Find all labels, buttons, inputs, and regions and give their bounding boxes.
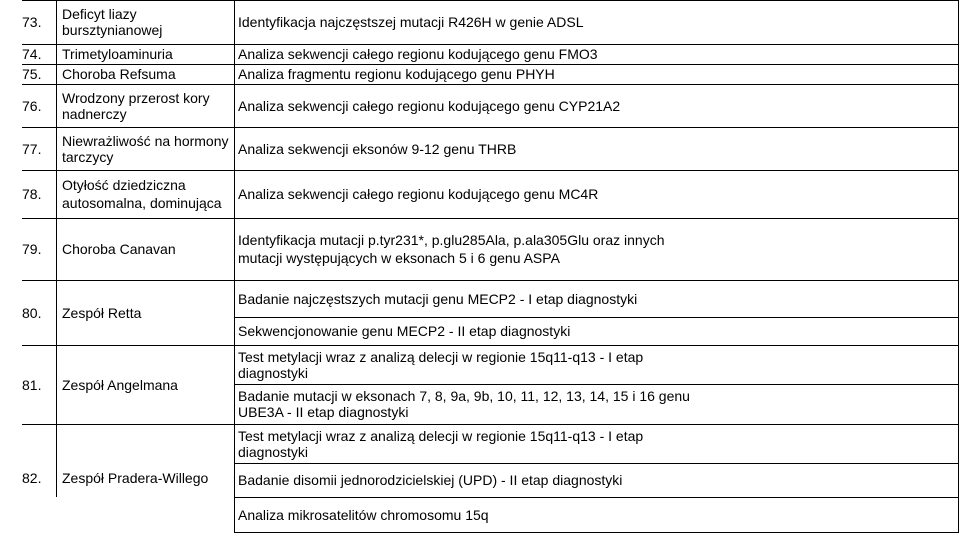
test-description: Badanie najczęstszych mutacji genu MECP2 - I etap diagnostyki <box>238 290 638 307</box>
disease-name: Choroba Refsuma <box>62 66 176 82</box>
disease-name: Deficyt liazy bursztynianowej <box>62 6 163 38</box>
column-border <box>234 0 235 533</box>
disease-name: Trimetyloaminuria <box>62 46 173 62</box>
test-description: Test metylacji wraz z analizą delecji w regionie 15q11-q13 - I etap diagnostyki <box>238 427 644 460</box>
test-description: Analiza sekwencji całego regionu kodującego genu MC4R <box>238 186 599 202</box>
row-number: 78. <box>22 186 42 202</box>
disease-name: Zespół Retta <box>62 304 142 321</box>
test-description: Analiza sekwencji eksonów 9-12 genu THRB <box>238 140 517 157</box>
test-description: Identyfikacja mutacji p.tyr231*, p.glu285Ala, p.ala305Glu oraz innych mutacji występujących w eksonach 5 i 6 genu ASPA <box>238 232 665 266</box>
test-description: Identyfikacja najczęstszej mutacji R426H w genie ADSL <box>238 14 584 30</box>
test-description: Analiza sekwencji całego regionu kodującego genu CYP21A2 <box>238 97 621 114</box>
disease-name: Wrodzony przerost kory nadnerczy <box>62 89 210 122</box>
row-number: 77. <box>22 140 42 157</box>
disease-name: Choroba Canavan <box>62 241 176 257</box>
test-description: Test metylacji wraz z analizą delecji w regionie 15q11-q13 - I etap diagnostyki <box>238 348 644 381</box>
test-description: Analiza mikrosatelitów chromosomu 15q <box>238 506 489 523</box>
row-number: 81. <box>22 376 42 393</box>
disease-name: Zespół Pradera-Willego <box>62 470 209 486</box>
row-number: 73. <box>22 14 42 30</box>
row-number: 74. <box>22 46 42 62</box>
row-number: 80. <box>22 304 42 321</box>
row-number: 79. <box>22 241 42 257</box>
test-description: Sekwencjonowanie genu MECP2 - II etap diagnostyki <box>238 323 571 339</box>
test-description: Badanie disomii jednorodzicielskiej (UPD) - II etap diagnostyki <box>238 472 623 488</box>
test-description: Analiza sekwencji całego regionu kodującego genu FMO3 <box>238 46 598 62</box>
test-description: Badanie mutacji w eksonach 7, 8, 9a, 9b, 10, 11, 12, 13, 14, 15 i 16 genu UBE3A - II etap diagnostyki <box>238 388 690 420</box>
disease-name: Niewrażliwość na hormony tarczycy <box>62 132 229 165</box>
row-border <box>234 532 959 533</box>
disease-name: Otyłość dziedziczna autosomalna, dominująca <box>62 177 222 211</box>
column-border <box>56 0 57 497</box>
row-number: 76. <box>22 97 42 114</box>
test-description: Analiza fragmentu regionu kodującego genu PHYH <box>238 66 555 82</box>
disease-name: Zespół Angelmana <box>62 376 178 393</box>
row-number: 82. <box>22 470 42 486</box>
row-number: 75. <box>22 66 42 82</box>
